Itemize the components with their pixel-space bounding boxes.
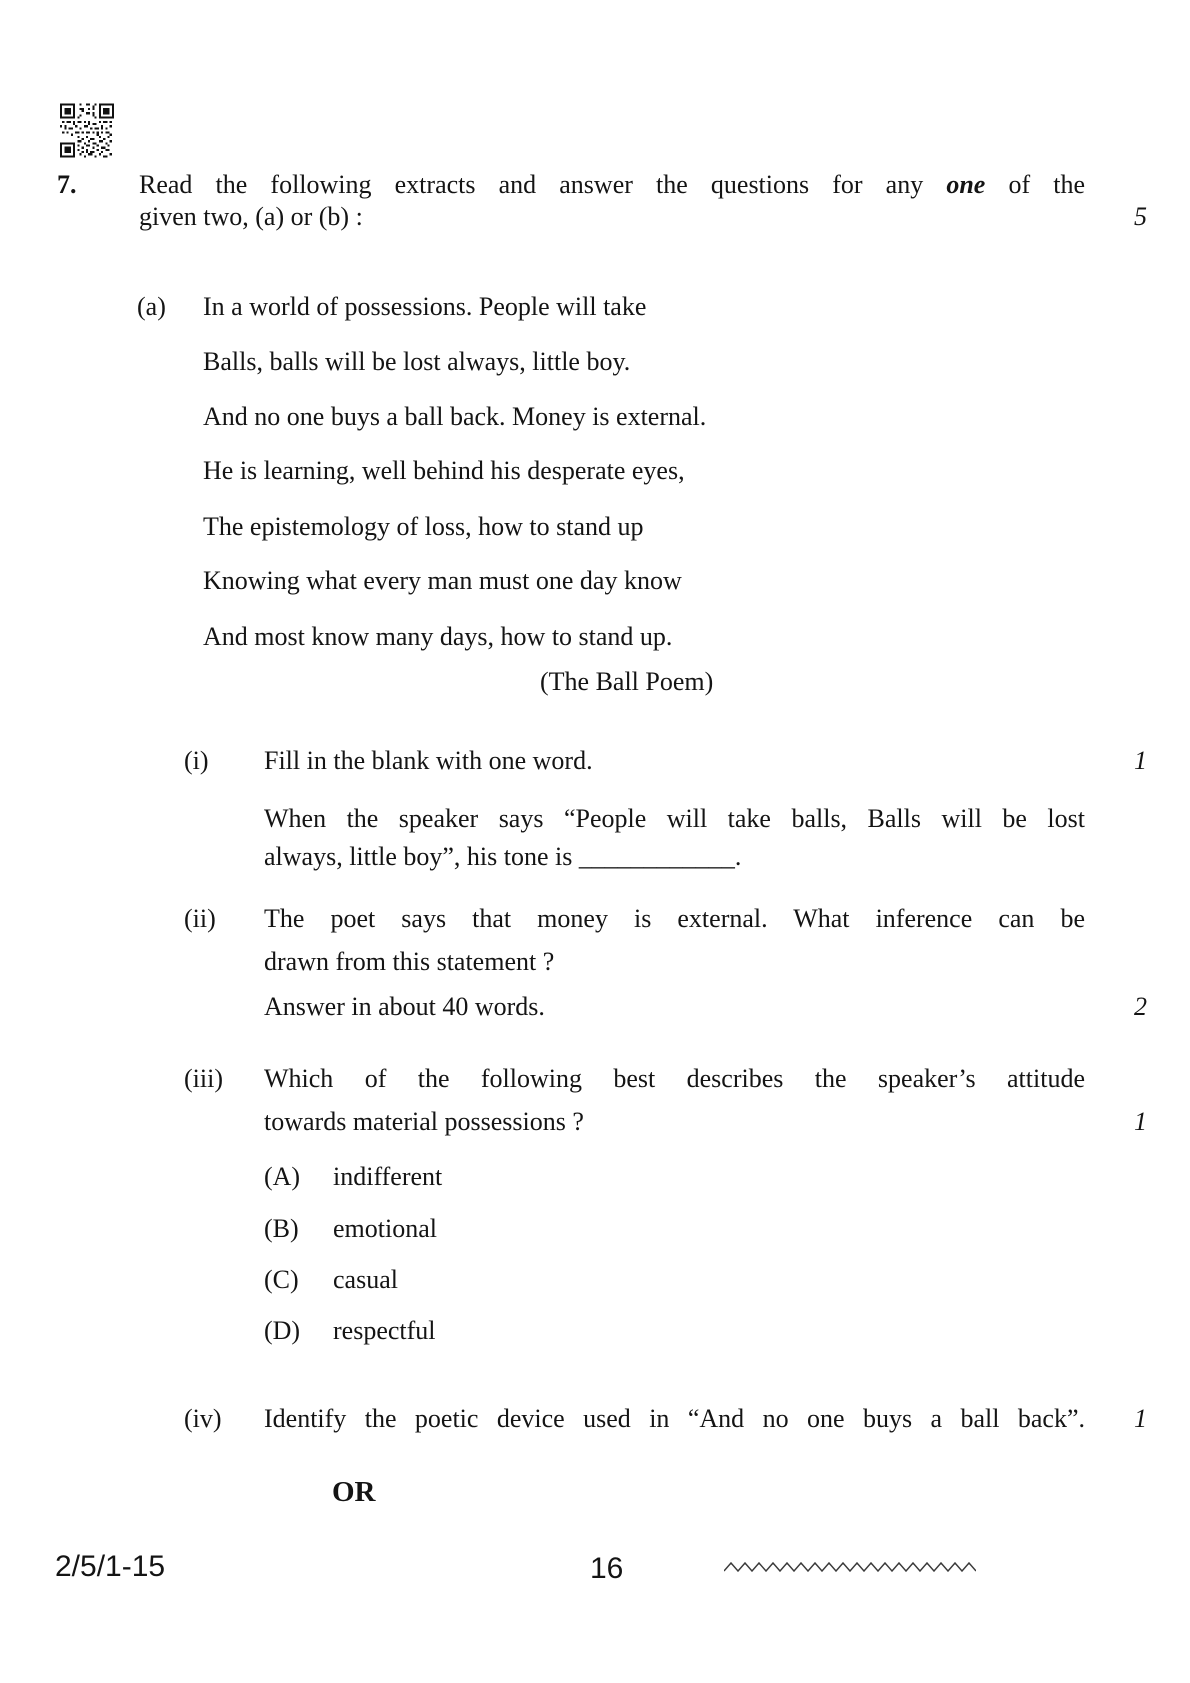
subq-ii-line-2: drawn from this statement ?	[264, 947, 555, 976]
instruction-bold-word: one	[946, 170, 986, 199]
marks-subq-i: 1	[1134, 746, 1147, 775]
instruction-text-after: of the	[985, 170, 1086, 199]
option-d-label: respectful	[333, 1316, 436, 1345]
subq-iii-number: (iii)	[184, 1064, 223, 1093]
subq-i-text: Fill in the blank with one word.	[264, 746, 593, 775]
option-c-label: casual	[333, 1265, 398, 1294]
instruction-text-before: Read the following extracts and answer the questions for any	[139, 170, 947, 199]
poem-line: Knowing what every man must one day know	[203, 566, 682, 595]
marks-question-7: 5	[1134, 202, 1147, 231]
subq-i-number: (i)	[184, 746, 209, 775]
marks-subq-iii: 1	[1134, 1107, 1147, 1136]
poem-line: The epistemology of loss, how to stand up	[203, 512, 644, 541]
poem-line: Balls, balls will be lost always, little boy.	[203, 347, 631, 376]
option-b-letter: (B)	[264, 1214, 299, 1243]
option-c-letter: (C)	[264, 1265, 299, 1294]
marks-subq-ii: 2	[1134, 992, 1147, 1021]
poem-line: And most know many days, how to stand up.	[203, 622, 673, 651]
subq-iii-line-1: Which of the following best describes the speaker’s attitude	[264, 1064, 1085, 1093]
poem-line: He is learning, well behind his desperate eyes,	[203, 456, 685, 485]
footer-page-number: 16	[590, 1552, 624, 1585]
subq-iv-number: (iv)	[184, 1404, 222, 1433]
subq-iv-text: Identify the poetic device used in “And no one buys a ball back”.	[264, 1404, 1085, 1433]
marks-subq-iv: 1	[1134, 1404, 1147, 1433]
zigzag-line	[724, 1560, 976, 1576]
option-a-letter: (A)	[264, 1162, 301, 1191]
subq-iii-line-2: towards material possessions ?	[264, 1107, 584, 1136]
poem-source: (The Ball Poem)	[540, 667, 714, 696]
footer-paper-code: 2/5/1-15	[55, 1550, 166, 1583]
poem-line: And no one buys a ball back. Money is external.	[203, 402, 707, 431]
poem-line: In a world of possessions. People will take	[203, 292, 647, 321]
or-separator: OR	[332, 1476, 376, 1508]
question-instruction-line-1	[139, 170, 1085, 200]
subq-ii-number: (ii)	[184, 904, 216, 933]
question-number: 7.	[57, 170, 77, 199]
option-b-label: emotional	[333, 1214, 437, 1243]
subq-i-detail-line-1: When the speaker says “People will take balls, Balls will be lost	[264, 804, 1085, 833]
option-a-label: indifferent	[333, 1162, 443, 1191]
extract-a-label: (a)	[137, 292, 166, 321]
question-instruction-line-2: given two, (a) or (b) :	[139, 202, 363, 231]
subq-ii-line-1: The poet says that money is external. What inference can be	[264, 904, 1085, 933]
qr-code	[60, 103, 114, 158]
subq-i-detail-line-2: always, little boy”, his tone is ____________.	[264, 842, 742, 871]
subq-ii-line-3: Answer in about 40 words.	[264, 992, 545, 1021]
option-d-letter: (D)	[264, 1316, 301, 1345]
